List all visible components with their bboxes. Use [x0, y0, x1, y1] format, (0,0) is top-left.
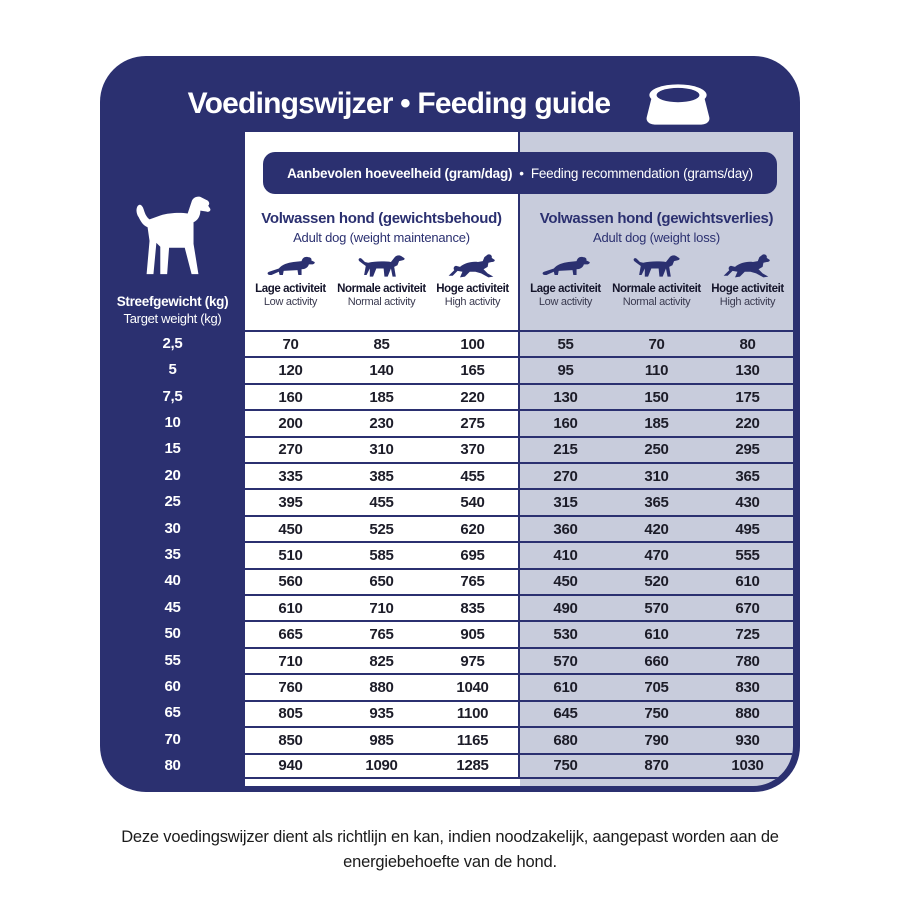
- loss-cells: [520, 596, 793, 620]
- feeding-value: 455: [369, 494, 394, 512]
- loss-cells: [520, 755, 793, 777]
- feeding-value: 385: [369, 467, 394, 485]
- feeding-value: 540: [460, 494, 485, 512]
- feeding-value: 765: [369, 626, 394, 644]
- loss-cells: [520, 411, 793, 435]
- feeding-value: 940: [278, 757, 303, 775]
- table-row: [100, 462, 793, 488]
- feeding-value: 140: [369, 362, 394, 380]
- feeding-value: 215: [553, 441, 578, 459]
- table-row: [100, 673, 793, 699]
- feeding-value: 165: [460, 362, 485, 380]
- maintenance-cells: [245, 649, 520, 673]
- feeding-value: 395: [278, 494, 303, 512]
- feeding-value: 100: [460, 335, 485, 353]
- feeding-value: 670: [735, 599, 760, 617]
- weight-header-nl: Streefgewicht (kg): [116, 294, 229, 309]
- table-row: [100, 330, 793, 356]
- weight-column-header: [100, 186, 245, 326]
- banner-text-en: Feeding recommendation (grams/day): [530, 165, 753, 181]
- table-row: [100, 753, 793, 779]
- feeding-value: 220: [735, 414, 760, 432]
- maintenance-cells: [245, 464, 520, 488]
- table-row: [100, 594, 793, 620]
- recommendation-banner: [263, 152, 777, 194]
- weight-label: 20: [164, 466, 181, 484]
- feeding-value: 95: [557, 362, 574, 380]
- feeding-value: 310: [644, 467, 669, 485]
- feeding-value: 110: [644, 362, 669, 380]
- footer-disclaimer: Deze voedingswijzer dient als richtlijn en kan, indien noodzakelijk, aangepast worden aan de energiebehoefte van de hond.: [121, 827, 779, 872]
- feeding-value: 830: [735, 678, 760, 696]
- feeding-value: 455: [460, 467, 485, 485]
- feeding-value: 365: [735, 467, 760, 485]
- dog-walking-icon: [356, 251, 408, 281]
- weight-label: 2,5: [162, 334, 183, 352]
- feeding-value: 835: [460, 599, 485, 617]
- feeding-value: 1285: [456, 757, 489, 775]
- feeding-value: 710: [369, 599, 394, 617]
- feeding-value: 430: [735, 494, 760, 512]
- table-row: [100, 700, 793, 726]
- maintenance-cells: [245, 358, 520, 382]
- weight-label: 45: [164, 598, 181, 616]
- feeding-value: 160: [278, 388, 303, 406]
- feeding-value: 610: [644, 626, 669, 644]
- feeding-value: 200: [278, 414, 303, 432]
- loss-cells: [520, 728, 793, 752]
- dog-lying-icon: [540, 251, 592, 281]
- maintenance-cells: [245, 596, 520, 620]
- table-row: [100, 488, 793, 514]
- loss-cells: [520, 675, 793, 699]
- title-bar: [100, 72, 800, 136]
- weight-label: 70: [164, 730, 181, 748]
- dog-running-icon: [722, 251, 774, 281]
- feeding-value: 270: [553, 467, 578, 485]
- feeding-value: 160: [553, 414, 578, 432]
- table-row: [100, 409, 793, 435]
- table-row: [100, 515, 793, 541]
- feeding-value: 985: [369, 731, 394, 749]
- loss-cells: [520, 543, 793, 567]
- feeding-value: 490: [553, 599, 578, 617]
- feeding-value: 120: [278, 362, 303, 380]
- maintenance-cells: [245, 675, 520, 699]
- feeding-value: 570: [644, 599, 669, 617]
- group-title-en: Adult dog (weight maintenance): [293, 230, 470, 245]
- feeding-value: 780: [735, 652, 760, 670]
- feeding-value: 70: [282, 335, 299, 353]
- feeding-value: 680: [553, 731, 578, 749]
- feeding-table-rows: [100, 330, 793, 786]
- feeding-value: 620: [460, 520, 485, 538]
- maintenance-cells: [245, 702, 520, 726]
- weight-label: 30: [164, 519, 181, 537]
- feeding-value: 750: [553, 757, 578, 775]
- column-high-activity: [427, 251, 518, 308]
- feeding-value: 870: [644, 757, 669, 775]
- feeding-value: 935: [369, 705, 394, 723]
- loss-cells: [520, 385, 793, 409]
- weight-label: 7,5: [162, 387, 183, 405]
- feeding-value: 665: [278, 626, 303, 644]
- feeding-value: 650: [369, 573, 394, 591]
- feeding-value: 220: [460, 388, 485, 406]
- feeding-value: 695: [460, 546, 485, 564]
- feeding-value: 185: [644, 414, 669, 432]
- loss-cells: [520, 649, 793, 673]
- feeding-value: 55: [557, 335, 574, 353]
- weight-label: 55: [164, 651, 181, 669]
- loss-cells: [520, 517, 793, 541]
- feeding-value: 450: [278, 520, 303, 538]
- feeding-value: 250: [644, 441, 669, 459]
- feeding-value: 930: [735, 731, 760, 749]
- feeding-value: 495: [735, 520, 760, 538]
- maintenance-cells: [245, 332, 520, 356]
- table-row: [100, 620, 793, 646]
- feeding-value: 610: [278, 599, 303, 617]
- table-row: [100, 436, 793, 462]
- column-label-en: High activity: [719, 296, 776, 308]
- feeding-value: 525: [369, 520, 394, 538]
- maintenance-cells: [245, 543, 520, 567]
- feeding-value: 130: [553, 388, 578, 406]
- column-label-en: High activity: [444, 296, 501, 308]
- feeding-value: 805: [278, 705, 303, 723]
- feeding-value: 585: [369, 546, 394, 564]
- group-title-nl: Volwassen hond (gewichtsverlies): [539, 210, 774, 227]
- maintenance-cells: [245, 438, 520, 462]
- column-label-en: Low activity: [538, 296, 593, 308]
- feeding-value: 750: [644, 705, 669, 723]
- feeding-value: 360: [553, 520, 578, 538]
- feeding-value: 975: [460, 652, 485, 670]
- weight-label: 5: [168, 361, 177, 379]
- dog-bowl-icon: [644, 81, 712, 127]
- feeding-value: 275: [460, 414, 485, 432]
- feeding-value: 825: [369, 652, 394, 670]
- feeding-value: 1040: [456, 678, 489, 696]
- weight-label: 25: [164, 493, 181, 511]
- feeding-value: 370: [460, 441, 485, 459]
- feeding-value: 410: [553, 546, 578, 564]
- loss-cells: [520, 332, 793, 356]
- maintenance-cells: [245, 517, 520, 541]
- feeding-value: 725: [735, 626, 760, 644]
- table-row: [100, 647, 793, 673]
- feeding-value: 555: [735, 546, 760, 564]
- weight-label: 15: [164, 440, 181, 458]
- column-normal-activity: [336, 251, 427, 308]
- feeding-value: 85: [373, 335, 390, 353]
- feeding-value: 510: [278, 546, 303, 564]
- loss-cells: [520, 702, 793, 726]
- weight-label: 35: [164, 545, 181, 563]
- feeding-value: 295: [735, 441, 760, 459]
- dog-running-icon: [447, 251, 499, 281]
- table-row: [100, 356, 793, 382]
- weight-label: 40: [164, 572, 181, 590]
- banner-bullet: •: [519, 165, 524, 181]
- feeding-value: 710: [278, 652, 303, 670]
- feeding-value: 645: [553, 705, 578, 723]
- feeding-value: 1165: [456, 731, 489, 749]
- column-normal-activity: [611, 251, 702, 308]
- feeding-value: 570: [553, 652, 578, 670]
- column-label-en: Normal activity: [622, 296, 691, 308]
- feeding-value: 230: [369, 414, 394, 432]
- feeding-value: 80: [739, 335, 756, 353]
- loss-cells: [520, 570, 793, 594]
- feeding-value: 335: [278, 467, 303, 485]
- feeding-value: 1100: [456, 705, 489, 723]
- table-row: [100, 541, 793, 567]
- weight-header-en: Target weight (kg): [123, 311, 222, 326]
- maintenance-cells: [245, 490, 520, 514]
- dog-walking-icon: [631, 251, 683, 281]
- column-label-nl: Normale activiteit: [337, 283, 426, 295]
- feeding-value: 185: [369, 388, 394, 406]
- feeding-value: 660: [644, 652, 669, 670]
- feeding-value: 315: [553, 494, 578, 512]
- column-high-activity: [702, 251, 793, 308]
- maintenance-cells: [245, 622, 520, 646]
- banner-text-nl: Aanbevolen hoeveelheid (gram/dag): [287, 165, 513, 181]
- group-title-en: Adult dog (weight loss): [593, 230, 720, 245]
- feeding-value: 470: [644, 546, 669, 564]
- feeding-value: 175: [735, 388, 760, 406]
- weight-label: 60: [164, 677, 181, 695]
- weight-label: 65: [164, 704, 181, 722]
- column-label-nl: Hoge activiteit: [436, 283, 509, 295]
- feeding-value: 560: [278, 573, 303, 591]
- feeding-value: 520: [644, 573, 669, 591]
- feeding-value: 70: [648, 335, 665, 353]
- feeding-value: 905: [460, 626, 485, 644]
- column-label-nl: Lage activiteit: [530, 283, 601, 295]
- column-label-nl: Normale activiteit: [612, 283, 701, 295]
- column-label-en: Normal activity: [347, 296, 416, 308]
- group-title-nl: Volwassen hond (gewichtsbehoud): [261, 210, 502, 227]
- maintenance-cells: [245, 755, 520, 777]
- table-row: [100, 726, 793, 752]
- dog-lying-icon: [265, 251, 317, 281]
- weight-label: 10: [164, 413, 181, 431]
- feeding-value: 760: [278, 678, 303, 696]
- feeding-value: 130: [735, 362, 760, 380]
- feeding-value: 610: [553, 678, 578, 696]
- weight-label: 50: [164, 625, 181, 643]
- feeding-value: 420: [644, 520, 669, 538]
- standing-dog-icon: [129, 186, 217, 286]
- feeding-value: 1030: [731, 757, 764, 775]
- feeding-value: 880: [735, 705, 760, 723]
- feeding-value: 880: [369, 678, 394, 696]
- feeding-value: 365: [644, 494, 669, 512]
- feeding-value: 1090: [365, 757, 398, 775]
- column-label-nl: Lage activiteit: [255, 283, 326, 295]
- maintenance-cells: [245, 411, 520, 435]
- feeding-value: 765: [460, 573, 485, 591]
- table-row: [100, 383, 793, 409]
- loss-cells: [520, 464, 793, 488]
- feeding-value: 530: [553, 626, 578, 644]
- column-low-activity: [245, 251, 336, 308]
- maintenance-cells: [245, 385, 520, 409]
- column-low-activity: [520, 251, 611, 308]
- feeding-value: 850: [278, 731, 303, 749]
- feeding-value: 790: [644, 731, 669, 749]
- feeding-guide-card: [100, 56, 800, 792]
- feeding-value: 610: [735, 573, 760, 591]
- maintenance-cells: [245, 728, 520, 752]
- page-title: Voedingswijzer • Feeding guide: [187, 87, 611, 120]
- column-label-nl: Hoge activiteit: [711, 283, 784, 295]
- weight-label: 80: [164, 757, 181, 775]
- feeding-value: 450: [553, 573, 578, 591]
- loss-cells: [520, 358, 793, 382]
- feeding-value: 150: [644, 388, 669, 406]
- feeding-value: 270: [278, 441, 303, 459]
- loss-cells: [520, 438, 793, 462]
- column-label-en: Low activity: [263, 296, 318, 308]
- feeding-value: 310: [369, 441, 394, 459]
- table-header: [245, 132, 793, 330]
- loss-cells: [520, 490, 793, 514]
- maintenance-cells: [245, 570, 520, 594]
- loss-cells: [520, 622, 793, 646]
- table-row: [100, 568, 793, 594]
- feeding-value: 705: [644, 678, 669, 696]
